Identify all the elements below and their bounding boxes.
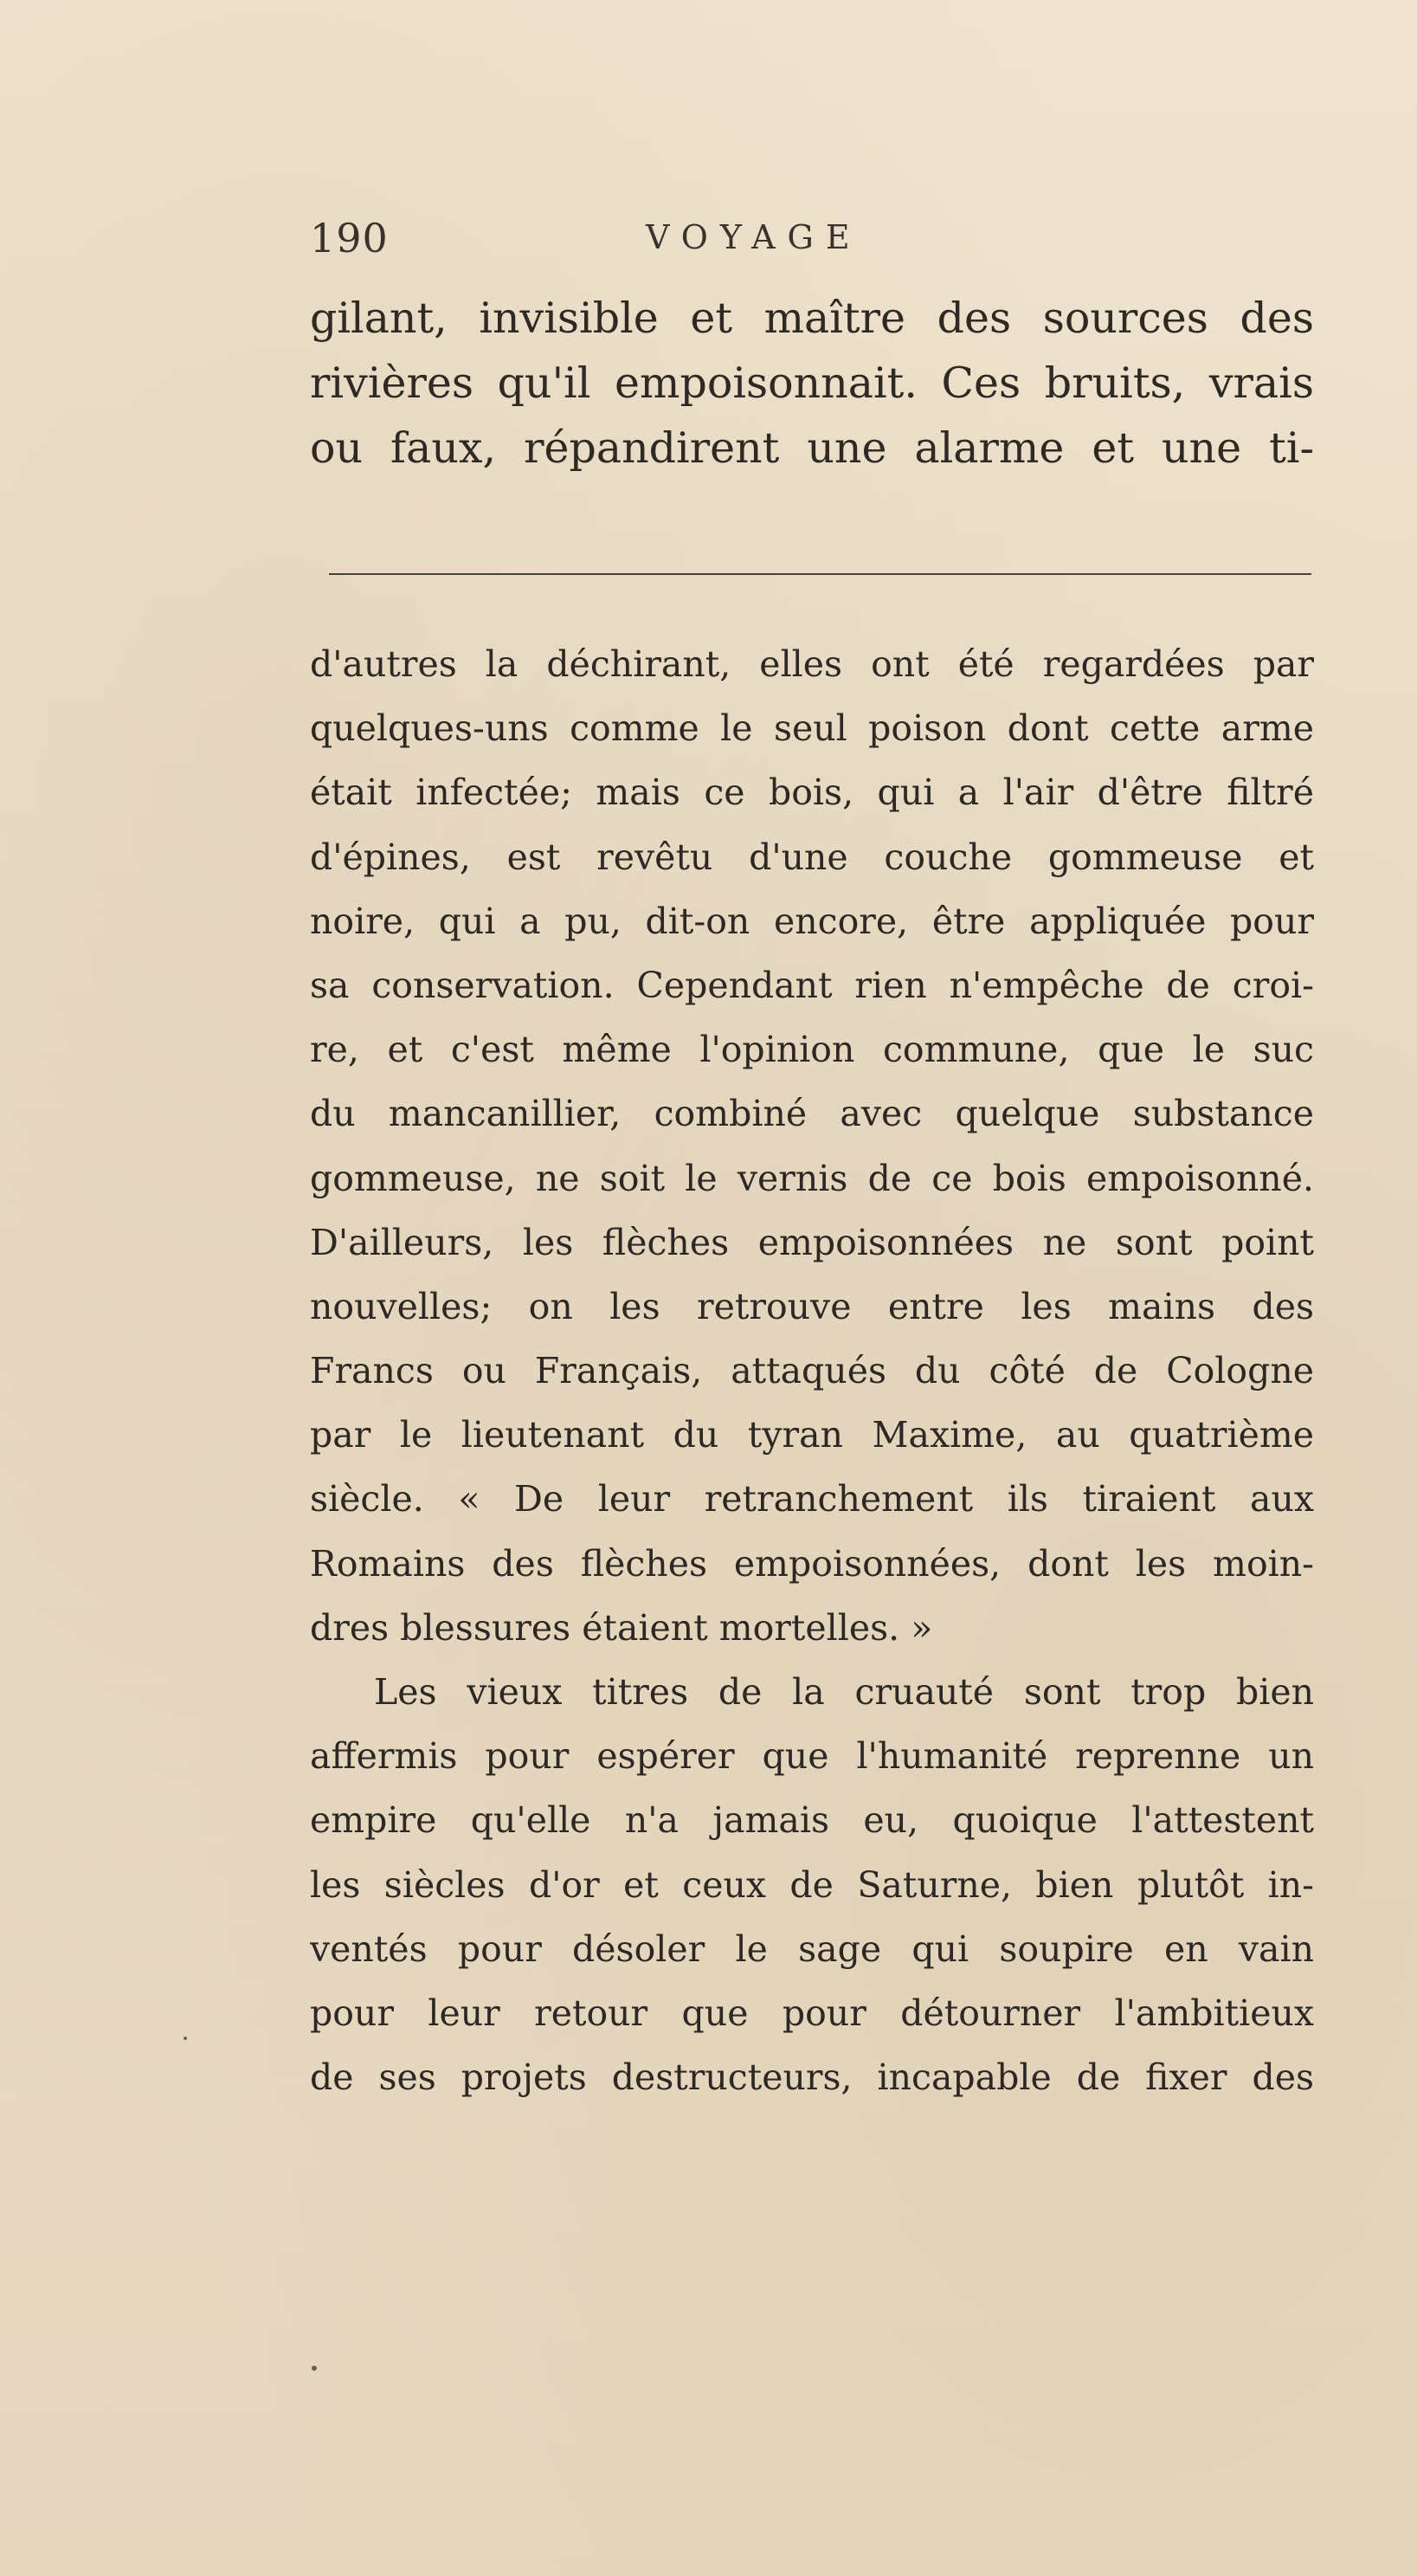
note-line: pour leur retour que pour détourner l'ambitieux [310,1992,1314,2034]
note-line: re, et c'est même l'opinion commune, que le suc [310,1029,1314,1071]
note-line: affermis pour espérer que l'humanité reprenne un [310,1735,1314,1778]
running-title: VOYAGE [646,218,862,256]
paper-speck [312,2366,317,2371]
note-line: gommeuse, ne soit le vernis de ce bois empoisonné. [310,1157,1314,1199]
note-line: de ses projets destructeurs, incapable de fixer des [310,2056,1314,2099]
note-line: empire qu'elle n'a jamais eu, quoique l'attestent [310,1799,1314,1842]
footnote-rule [329,573,1311,575]
footnote-text [310,632,1314,2109]
page-number: 190 [310,215,389,261]
note-line: les siècles d'or et ceux de Saturne, bien plutôt in- [310,1863,1314,1906]
note-line: noire, qui a pu, dit-on encore, être appliquée pour [310,900,1314,942]
note-line: d'autres la déchirant, elles ont été regardées par [310,643,1314,685]
note-line: était infectée; mais ce bois, qui a l'air d'être filtré [310,772,1314,814]
paper-speck [184,2037,187,2040]
main-text [310,286,1314,481]
note-line: siècle. « De leur retranchement ils tiraient aux [310,1478,1314,1520]
paragraph-first-line: Les vieux titres de la cruauté sont trop bien [374,1671,1314,1713]
note-line: sa conservation. Cependant rien n'empêche de croi- [310,964,1314,1006]
note-line: D'ailleurs, les flèches empoisonnées ne sont point [310,1221,1314,1263]
note-line: ventés pour désoler le sage qui soupire en vain [310,1927,1314,1970]
text-line: ou faux, répandirent une alarme et une ti- [310,423,1314,473]
note-line: Francs ou Français, attaqués du côté de Cologne [310,1350,1314,1392]
note-line: d'épines, est revêtu d'une couche gommeuse et [310,836,1314,878]
note-line: du mancanillier, combiné avec quelque substance [310,1093,1314,1135]
note-line: quelques-uns comme le seul poison dont cette arme [310,707,1314,750]
note-line: nouvelles; on les retrouve entre les mains des [310,1285,1314,1327]
text-line: gilant, invisible et maître des sources des [310,294,1314,343]
text-line: rivières qu'il empoisonnait. Ces bruits, vrais [310,358,1314,408]
running-head [310,215,1314,275]
note-line: dres blessures étaient mortelles. » [310,1606,933,1649]
note-line: par le lieutenant du tyran Maxime, au quatrième [310,1414,1314,1456]
note-line: Romains des flèches empoisonnées, dont les moin- [310,1542,1314,1585]
